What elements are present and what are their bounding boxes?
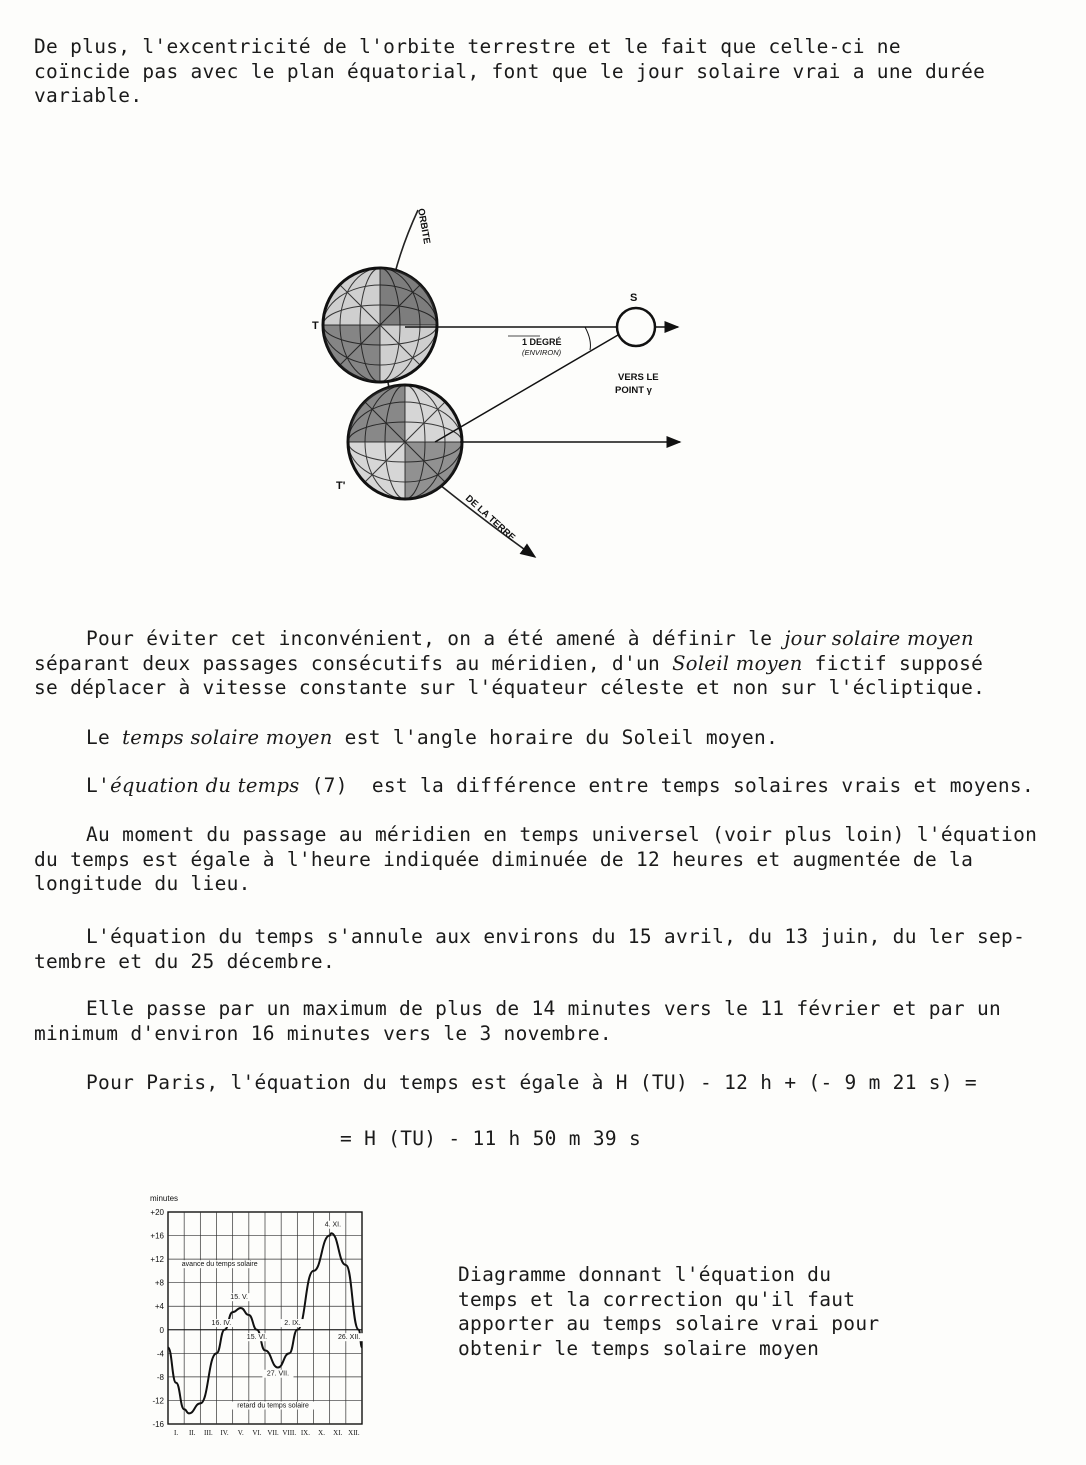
paragraph-passage-meridien: Au moment du passage au méridien en temps universel (voir plus loin) l'équation du temps est égale à l'heure indiquée diminuée de 12 heures et augmentée de la longitude du lieu. [34,823,1038,895]
date-annotation: 4. XI. [324,1221,342,1229]
sun-s [617,308,655,346]
date-annotation: 15. VI. [246,1334,268,1342]
date-annotation: 26. XII. [337,1334,361,1342]
x-tick-label: V. [237,1429,244,1437]
label-s: S [630,292,638,304]
y-tick-label: +4 [154,1302,164,1312]
label-t-prime: T' [336,480,346,492]
orbit-diagram [300,195,720,575]
text-part: Pour éviter cet inconvénient, on a été amené à définir le [86,627,785,650]
x-tick-label: I. [174,1429,179,1437]
label-de-la-terre: DE LA TERRE [462,493,518,544]
x-tick-label: X. [318,1429,325,1437]
chart-caption: Diagramme donnant l'équation du temps et la correction qu'il faut apporter au temps solaire vrai pour obtenir le temps solaire moyen [458,1263,880,1360]
text-part: fictif supposé se déplacer à vitesse constante sur l'équateur céleste et non sur l'écliptique. [34,651,986,699]
paragraph-equation-du-temps [86,774,1086,799]
y-tick-label: +16 [150,1231,164,1241]
text-part: Le [86,726,123,749]
intro-paragraph: De plus, l'excentricité de l'orbite terrestre et le fait que celle-ci ne coïncide pas avec le plan équatorial, font que le jour solaire vrai a une durée variable. [34,35,986,107]
date-annotation: 27. VII. [266,1370,290,1378]
equation-of-time-chart [130,1188,380,1450]
x-tick-label: VIII. [282,1429,297,1437]
italic-term: Soleil moyen [672,651,803,675]
label-point-gamma: POINT γ [615,385,652,396]
text-part: est l'angle horaire du Soleil moyen. [332,726,779,749]
x-tick-label: IX. [300,1429,310,1437]
italic-term: équation du temps [110,774,300,797]
text-part: (7) est la différence entre temps solaires vrais et moyens. [299,774,1035,797]
label-retard: retard du temps solaire [237,1402,309,1410]
paragraph-annule: L'équation du temps s'annule aux environs du 15 avril, du 13 juin, du ler sep- tembre et du 25 décembre. [34,925,1026,973]
date-annotation: 16. IV. [211,1320,232,1328]
earth-orbit-arc [385,207,535,557]
angle-arc [585,327,590,350]
x-tick-label: IV. [220,1429,229,1437]
y-tick-label: -16 [152,1420,164,1429]
label-environ: (ENVIRON) [522,348,562,357]
x-tick-label: II. [189,1429,196,1437]
y-tick-label: -8 [156,1372,164,1382]
paragraph-paris: Pour Paris, l'équation du temps est égale à H (TU) - 12 h + (- 9 m 21 s) = [86,1071,977,1094]
date-annotation: 15. V. [230,1294,248,1302]
x-tick-label: XI. [333,1429,343,1437]
label-t: T [312,320,319,332]
italic-term: temps solaire moyen [122,726,333,749]
x-tick-label: III. [204,1429,213,1437]
paragraph-jour-solaire-moyen [34,627,1074,701]
x-tick-label: VII. [267,1429,279,1437]
x-tick-label: XII. [348,1429,360,1437]
y-tick-label: -12 [152,1396,164,1406]
y-tick-label: +8 [154,1278,164,1288]
label-1-degre: 1 DEGRÉ [522,337,562,347]
italic-term: jour solaire moyen [784,627,974,650]
y-axis-title: minutes [150,1194,179,1203]
text-part: séparant deux passages consécutifs au méridien, d'un [34,651,661,675]
text-part: L' [86,774,111,797]
y-tick-label: 0 [159,1325,164,1335]
label-avance: avance du temps solaire [181,1261,258,1269]
paragraph-maximum-minimum: Elle passe par un maximum de plus de 14 minutes vers le 11 février et par un minimum d'environ 16 minutes vers le 3 novembre. [34,997,1002,1045]
formula-result: = H (TU) - 11 h 50 m 39 s [340,1127,641,1150]
y-tick-label: +20 [150,1208,164,1217]
label-vers-le: VERS LE [618,372,659,383]
earth-t-prime [348,385,462,499]
paragraph-temps-solaire-moyen [86,726,1086,751]
y-tick-label: -4 [156,1349,164,1359]
y-tick-label: +12 [150,1255,164,1265]
x-tick-label: VI. [252,1429,262,1437]
earth-t [323,268,437,382]
date-annotation: 2. IX. [284,1320,301,1328]
label-orbite: ORBITE [415,207,433,245]
